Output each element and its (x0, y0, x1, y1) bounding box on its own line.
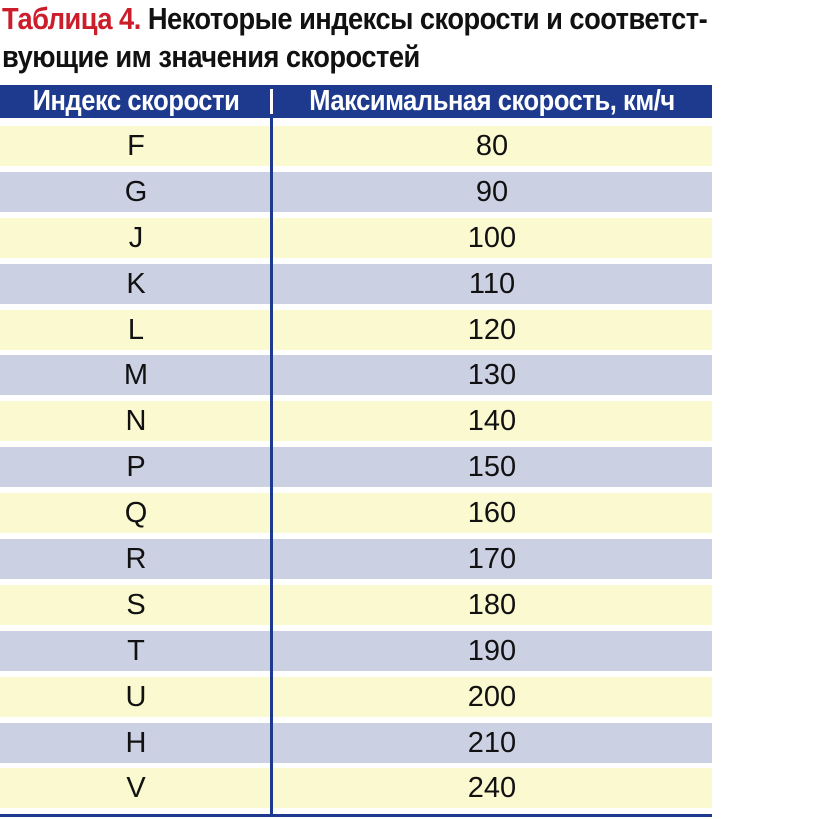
table-row (0, 677, 712, 717)
speed-index-cell: S (126, 588, 146, 621)
caption-line-2: вующие им значения скоростей (2, 39, 420, 74)
max-speed-cell: 170 (467, 543, 517, 576)
table-number-label: Таблица 4. (2, 1, 141, 36)
table-row (0, 723, 712, 763)
column-divider (270, 118, 273, 814)
speed-index-cell: F (127, 130, 145, 162)
max-speed-cell: 140 (467, 405, 517, 438)
max-speed-cell: 90 (475, 175, 509, 208)
max-speed-cell: 210 (467, 726, 517, 759)
caption-line-1 (2, 0, 717, 38)
table-body (0, 118, 712, 808)
caption-text-1: Некоторые индексы скорости и соответст- (140, 1, 708, 36)
max-speed-cell: 240 (467, 772, 517, 805)
speed-index-cell: M (123, 359, 149, 392)
speed-index-cell: J (128, 221, 144, 254)
speed-index-cell: U (125, 680, 147, 713)
max-speed-cell: 120 (467, 313, 517, 346)
table-row (0, 172, 712, 212)
table-header (0, 85, 712, 118)
speed-index-table (0, 85, 712, 814)
max-speed-cell: 150 (467, 451, 517, 484)
max-speed-cell: 130 (467, 359, 517, 392)
max-speed-cell: 80 (475, 130, 509, 162)
speed-index-cell: H (125, 726, 147, 759)
max-speed-cell: 160 (467, 497, 517, 530)
speed-index-cell: G (124, 175, 148, 208)
speed-index-cell: Q (124, 497, 148, 530)
table-row (0, 585, 712, 625)
max-speed-cell: 180 (467, 588, 517, 621)
speed-index-cell: R (125, 543, 147, 576)
max-speed-cell: 100 (467, 221, 517, 254)
speed-index-cell: N (125, 405, 147, 438)
speed-index-cell: L (127, 313, 145, 346)
table-row (0, 218, 712, 258)
speed-index-cell: K (126, 267, 146, 300)
table-row (0, 264, 712, 304)
header-max-speed: Максимальная скорость, км/ч (309, 85, 675, 117)
table-row (0, 631, 712, 671)
table-row (0, 126, 712, 166)
max-speed-cell: 110 (468, 267, 516, 300)
speed-index-cell: V (126, 772, 146, 805)
header-separator (270, 89, 273, 114)
table-bottom-rule (0, 814, 712, 817)
header-speed-index: Индекс скорости (32, 85, 240, 117)
table-caption (2, 0, 717, 76)
table-row (0, 493, 712, 533)
table-row (0, 768, 712, 808)
max-speed-cell: 200 (467, 680, 517, 713)
table-row (0, 355, 712, 395)
table-row (0, 447, 712, 487)
max-speed-cell: 190 (467, 634, 517, 667)
speed-index-cell: T (127, 634, 145, 667)
table-row (0, 401, 712, 441)
table-row (0, 539, 712, 579)
speed-index-cell: P (126, 451, 146, 484)
table-row (0, 310, 712, 350)
